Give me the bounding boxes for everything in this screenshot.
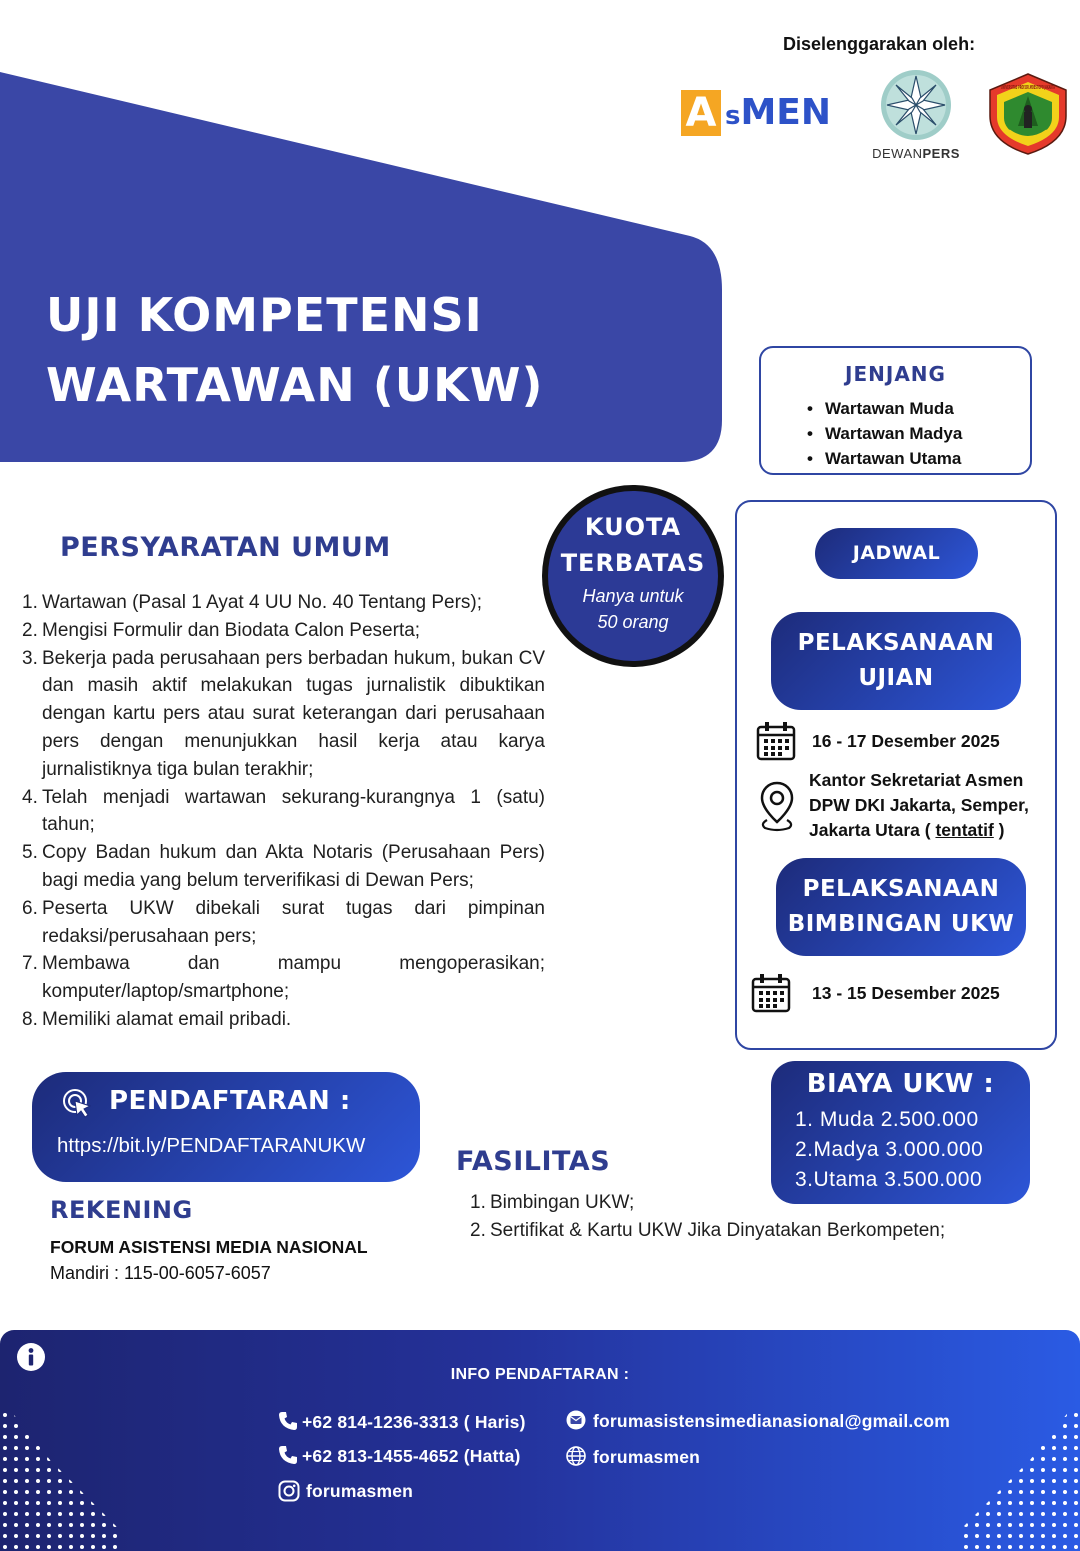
- jenjang-item-utama: • Wartawan Utama: [807, 446, 962, 471]
- fasilitas-title: FASILITAS: [456, 1146, 611, 1177]
- asmen-logo: [681, 90, 833, 136]
- jenjang-list: [807, 396, 962, 471]
- university-moestopo-logo: [986, 72, 1070, 156]
- pendaftaran-box: [32, 1072, 420, 1182]
- fasilitas-item: 1. Bimbingan UKW;: [470, 1192, 635, 1213]
- persyaratan-item: 1. Wartawan (Pasal 1 Ayat 4 UU No. 40 Tentang Pers);: [22, 592, 483, 613]
- ujian-location: Kantor Sekretariat Asmen DPW DKI Jakarta, Semper, Jakarta Utara ( tentatif ): [809, 770, 1029, 840]
- biaya-item: 1. Muda 2.500.000: [795, 1108, 979, 1131]
- kuota-sub2: 50 orang: [597, 612, 669, 632]
- location-pin-icon: [757, 780, 797, 832]
- rekening-title: REKENING: [50, 1196, 193, 1224]
- bimbingan-date: 13 - 15 Desember 2025: [812, 983, 1000, 1003]
- persyaratan-item: 2. Mengisi Formulir dan Biodata Calon Peserta;: [22, 619, 421, 641]
- dot-pattern-left: [0, 1410, 130, 1551]
- biaya-list: [795, 1105, 983, 1195]
- dewan-pers-emblem-icon: [879, 68, 953, 142]
- persyaratan-item: 4. Telah menjadi wartawan sekurang-kurangnya 1 (satu) tahun;: [22, 786, 545, 836]
- phone-icon: [278, 1411, 298, 1431]
- dewan-pers-text-bold: PERS: [922, 146, 960, 161]
- jenjang-item-muda: • Wartawan Muda: [807, 396, 962, 421]
- globe-icon: [566, 1446, 586, 1466]
- jenjang-box: [759, 346, 1032, 475]
- persyaratan-item: 7. Membawa dan mampu mengoperasikan; komputer/laptop/smartphone;: [22, 953, 545, 1003]
- hero-title-line1: UJI KOMPETENSI: [46, 288, 483, 342]
- ujian-date: 16 - 17 Desember 2025: [812, 731, 1000, 751]
- calendar-icon: [756, 721, 796, 761]
- dot-pattern-right: [950, 1410, 1080, 1551]
- persyaratan-item: 5. Copy Badan hukum dan Akta Notaris (Perusahaan Pers) bagi media yang belum terverifikasi di Dewan Pers;: [22, 842, 545, 891]
- calendar-icon: [751, 973, 791, 1013]
- fasilitas-item: 2. Sertifikat & Kartu UKW Jika Dinyatakan Berkompeten;: [470, 1220, 946, 1241]
- biaya-item: 2.Madya 3.000.000: [795, 1138, 984, 1161]
- rekening-account: Mandiri : 115-00-6057-6057: [50, 1263, 271, 1283]
- tentatif-label: tentatif: [935, 820, 994, 840]
- persyaratan-item: 6. Peserta UKW dibekali surat tugas dari pimpinan redaksi/perusahaan pers;: [22, 897, 545, 947]
- kuota-sub1: Hanya untuk: [582, 586, 684, 606]
- kuota-badge: [542, 485, 724, 667]
- biaya-item: 3.Utama 3.500.000: [795, 1168, 983, 1191]
- footer-info: INFO PENDAFTARAN : +62 814-1236-3313 ( Haris) +62 813-1455-4652 (Hatta) forumasmen forumasistensimedianasional@gmail.com forumasmen: [0, 1330, 1080, 1551]
- hero-title: [46, 280, 544, 420]
- jenjang-title: JENJANG: [845, 362, 946, 386]
- pendaftaran-title: PENDAFTARAN :: [109, 1086, 351, 1116]
- instagram-icon: [278, 1480, 300, 1502]
- asmen-logo-s: s: [725, 101, 741, 131]
- persyaratan-item: 3. Bekerja pada perusahaan pers berbadan hukum, bukan CV dan masih aktif melakukan tugas jurnalistik dibuktikan dengan kartu pers atau surat keterangan dari perusahaan pers dengan menunjukkan hasil kerja atau karya jurnalistiknya tiga bulan terakhir;: [22, 647, 545, 780]
- phone-icon: [278, 1445, 298, 1465]
- pendaftaran-link[interactable]: https://bit.ly/PENDAFTARANUKW: [57, 1134, 366, 1157]
- asmen-logo-a: A: [681, 90, 721, 136]
- persyaratan-title: PERSYARATAN UMUM: [60, 532, 391, 563]
- university-logo-text: UNIVERSITAS PROF.DR.MOESTOPO JAKARTA: [1001, 85, 1056, 91]
- hero-title-line2: WARTAWAN (UKW): [46, 358, 544, 412]
- persyaratan-list: [22, 589, 545, 1034]
- fasilitas-list: [470, 1189, 945, 1245]
- rekening-name: FORUM ASISTENSI MEDIA NASIONAL: [50, 1237, 368, 1257]
- biaya-box: [771, 1061, 1030, 1204]
- click-pointer-icon: [62, 1088, 94, 1120]
- asmen-logo-men: MEN: [740, 92, 832, 133]
- pelaksanaan-ujian-pill: PELAKSANAAN UJIAN: [771, 612, 1021, 710]
- pelaksanaan-bimbingan-pill: PELAKSANAAN BIMBINGAN UKW: [776, 858, 1026, 956]
- organizer-label: Diselenggarakan oleh:: [783, 34, 976, 54]
- dewan-pers-logo: [866, 68, 966, 163]
- jadwal-pill: JADWAL: [815, 528, 978, 579]
- kuota-line1: KUOTA: [584, 513, 682, 541]
- jenjang-item-madya: • Wartawan Madya: [807, 421, 962, 446]
- dewan-pers-text-light: DEWAN: [872, 146, 923, 161]
- biaya-title: BIAYA UKW :: [806, 1069, 995, 1099]
- kuota-line2: TERBATAS: [560, 549, 706, 577]
- footer-title: INFO PENDAFTARAN :: [450, 1366, 630, 1383]
- persyaratan-item: 8. Memiliki alamat email pribadi.: [22, 1008, 292, 1030]
- email-icon: [566, 1410, 586, 1430]
